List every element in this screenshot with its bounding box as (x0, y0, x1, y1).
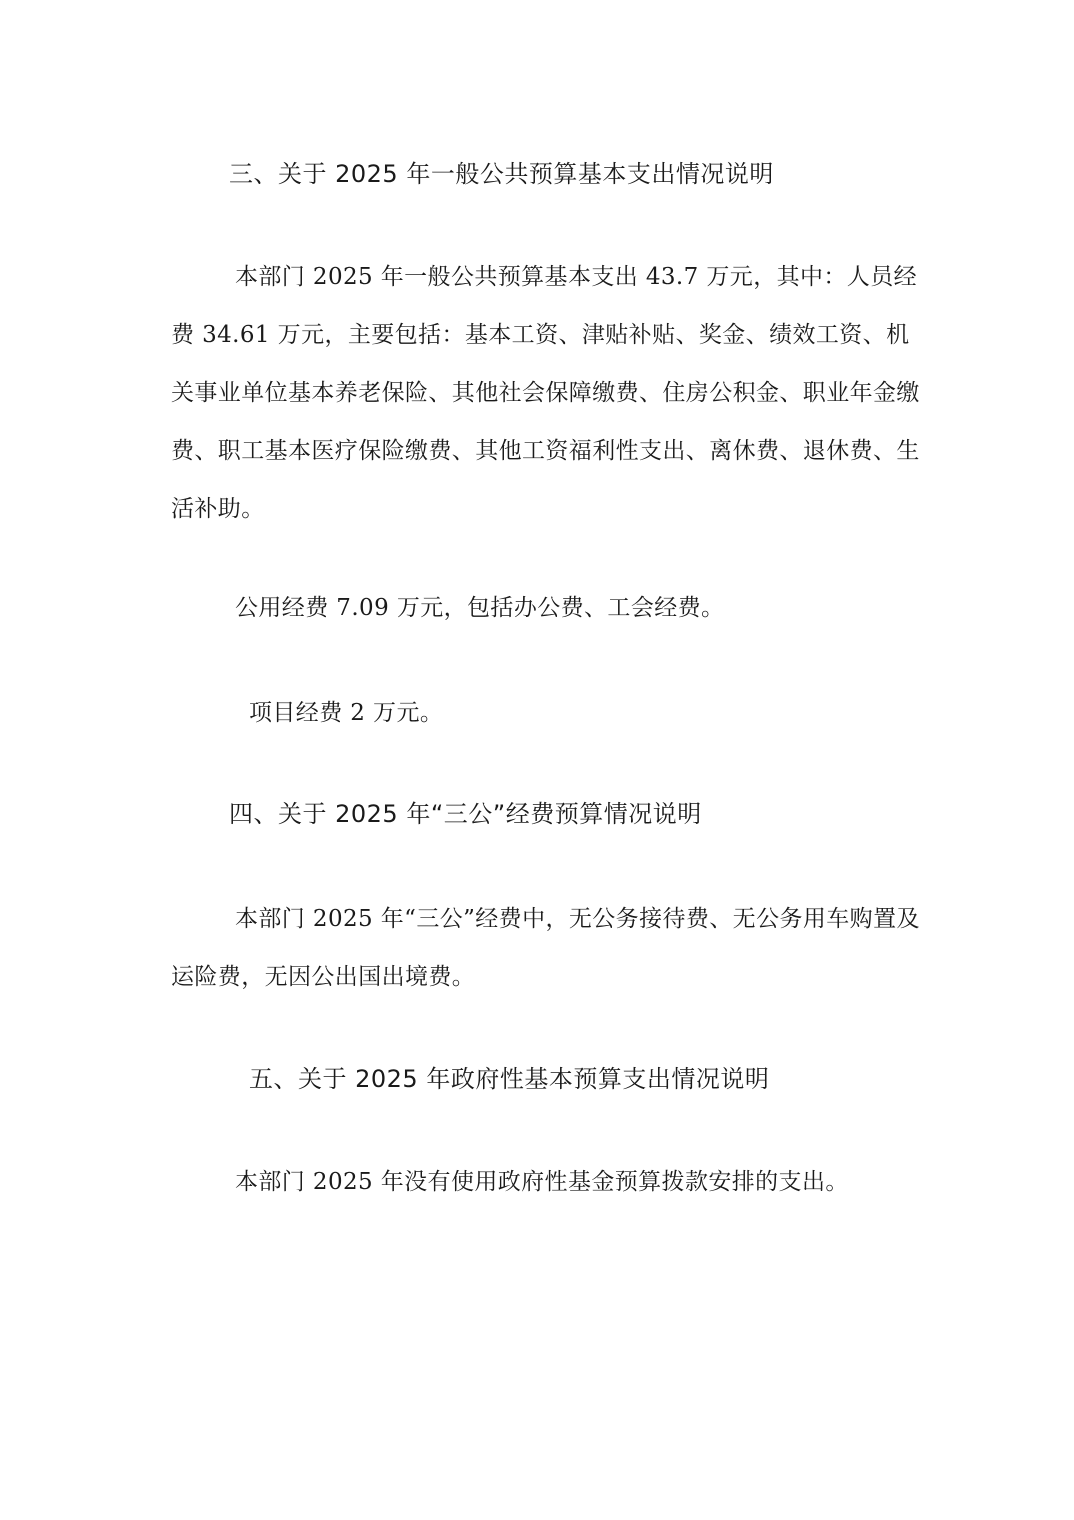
public-expense-paragraph: 公用经费 7.09 万元，包括办公费、工会经费。 (235, 595, 725, 621)
section-5-heading: 五、关于 2025 年政府性基本预算支出情况说明 (249, 1065, 770, 1093)
three-public-expenses-paragraph: 本部门 2025 年“三公”经费中，无公务接待费、无公务用车购置及运险费，无因公出国出境费。 (171, 906, 920, 990)
government-fund-paragraph: 本部门 2025 年没有使用政府性基金预算拨款安排的支出。 (235, 1169, 849, 1195)
section-3-heading: 三、关于 2025 年一般公共预算基本支出情况说明 (229, 160, 774, 188)
project-expense-paragraph: 项目经费 2 万元。 (249, 700, 444, 726)
personnel-expense-paragraph: 本部门 2025 年一般公共预算基本支出 43.7 万元，其中：人员经费 34.61 万元，主要包括：基本工资、津贴补贴、奖金、绩效工资、机关事业单位基本养老保险、其他社会保障缴费、住房公积金、职业年金缴费、职工基本医疗保险缴费、其他工资福利性支出、离休费、退休费、生活补助。 (171, 264, 920, 522)
section-4-heading: 四、关于 2025 年“三公”经费预算情况说明 (229, 800, 702, 828)
